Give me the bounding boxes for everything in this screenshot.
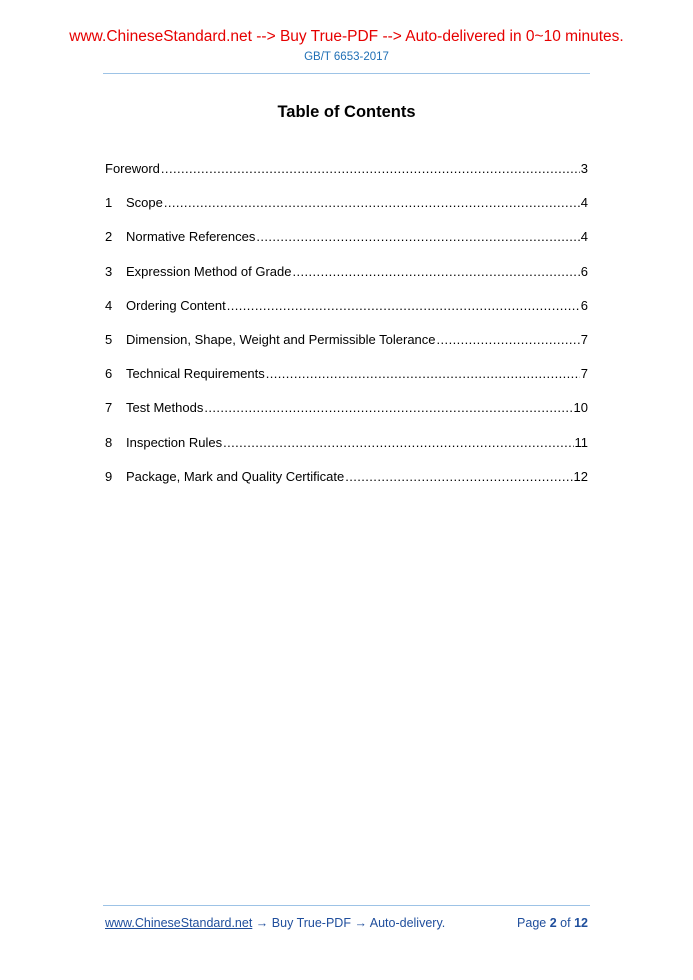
toc-entry-number: 6	[105, 366, 113, 382]
toc-dot-leader	[266, 366, 580, 381]
toc-entry-scope[interactable]	[105, 195, 588, 229]
toc-dot-leader	[161, 161, 580, 176]
toc-entry-number: 8	[105, 434, 113, 450]
footer-divider	[103, 905, 590, 906]
arrow-icon: →	[255, 916, 269, 930]
toc-entry-dimension-shape[interactable]	[105, 332, 588, 366]
page-word: Page	[517, 916, 547, 930]
toc-dot-leader	[227, 298, 580, 313]
toc-entry-label: Scope	[126, 195, 163, 211]
toc-entry-page: 4	[580, 195, 588, 211]
toc-title: Table of Contents	[277, 103, 416, 121]
toc-entry-foreword[interactable]	[105, 161, 588, 195]
footer-auto-text: Auto-delivery.	[369, 916, 446, 930]
toc-entry-number: 9	[105, 468, 113, 484]
standard-code: GB/T 6653-2017	[304, 51, 389, 63]
toc-entry-number: 3	[105, 263, 113, 279]
toc-entry-page: 12	[573, 468, 588, 484]
header-divider	[103, 73, 590, 74]
toc-entry-page: 3	[580, 161, 588, 176]
toc-entry-number: 5	[105, 331, 113, 347]
toc-entry-label: Normative References	[126, 229, 256, 245]
toc-entry-page: 11	[574, 434, 588, 450]
toc-entry-page: 6	[580, 263, 588, 279]
page-current: 2	[549, 916, 557, 930]
toc-entry-label: Expression Method of Grade	[126, 263, 292, 279]
toc-entry-number: 1	[105, 195, 113, 211]
toc-entry-page: 4	[580, 229, 588, 245]
toc-entry-technical-requirements[interactable]	[105, 366, 588, 400]
toc-entry-number: 4	[105, 297, 113, 313]
toc-entry-label: Technical Requirements	[126, 366, 265, 382]
toc-entry-page: 7	[580, 331, 588, 347]
footer-promo	[105, 916, 445, 930]
footer-buy-text: Buy True-PDF	[271, 916, 351, 930]
footer-site-link[interactable]: www.ChineseStandard.net	[105, 916, 253, 930]
toc-dot-leader	[204, 400, 572, 415]
promo-banner[interactable]: www.ChineseStandard.net --> Buy True-PDF --> Auto-delivered in 0~10 minutes.	[69, 28, 624, 45]
toc-entry-label: Foreword	[105, 161, 160, 176]
page-footer	[105, 916, 588, 930]
toc-dot-leader	[256, 229, 579, 244]
of-word: of	[560, 916, 571, 930]
toc-entry-normative-references[interactable]	[105, 229, 588, 263]
toc-entry-ordering-content[interactable]	[105, 298, 588, 332]
page-indicator	[517, 916, 588, 930]
arrow-icon: →	[354, 916, 367, 930]
toc-dot-leader	[164, 195, 580, 210]
toc-entry-page: 6	[580, 297, 588, 313]
toc-entry-page: 10	[573, 400, 588, 416]
toc-entry-inspection-rules[interactable]	[105, 435, 588, 469]
toc-entry-number: 7	[105, 400, 113, 416]
toc-entry-expression-method[interactable]	[105, 264, 588, 298]
toc-dot-leader	[345, 469, 572, 484]
toc-entry-package-mark[interactable]	[105, 469, 588, 503]
toc-entry-label: Ordering Content	[126, 297, 226, 313]
toc-entry-label: Dimension, Shape, Weight and Permissible Tolerance	[126, 331, 436, 347]
toc-entry-number: 2	[105, 229, 113, 245]
toc-list	[105, 161, 588, 503]
toc-dot-leader	[292, 264, 579, 279]
toc-dot-leader	[223, 435, 573, 450]
toc-dot-leader	[437, 332, 580, 347]
toc-entry-test-methods[interactable]	[105, 400, 588, 434]
toc-entry-label: Package, Mark and Quality Certificate	[126, 468, 345, 484]
toc-entry-label: Inspection Rules	[126, 434, 223, 450]
toc-entry-page: 7	[580, 366, 588, 382]
toc-entry-label: Test Methods	[126, 400, 204, 416]
page-total: 12	[574, 916, 588, 930]
